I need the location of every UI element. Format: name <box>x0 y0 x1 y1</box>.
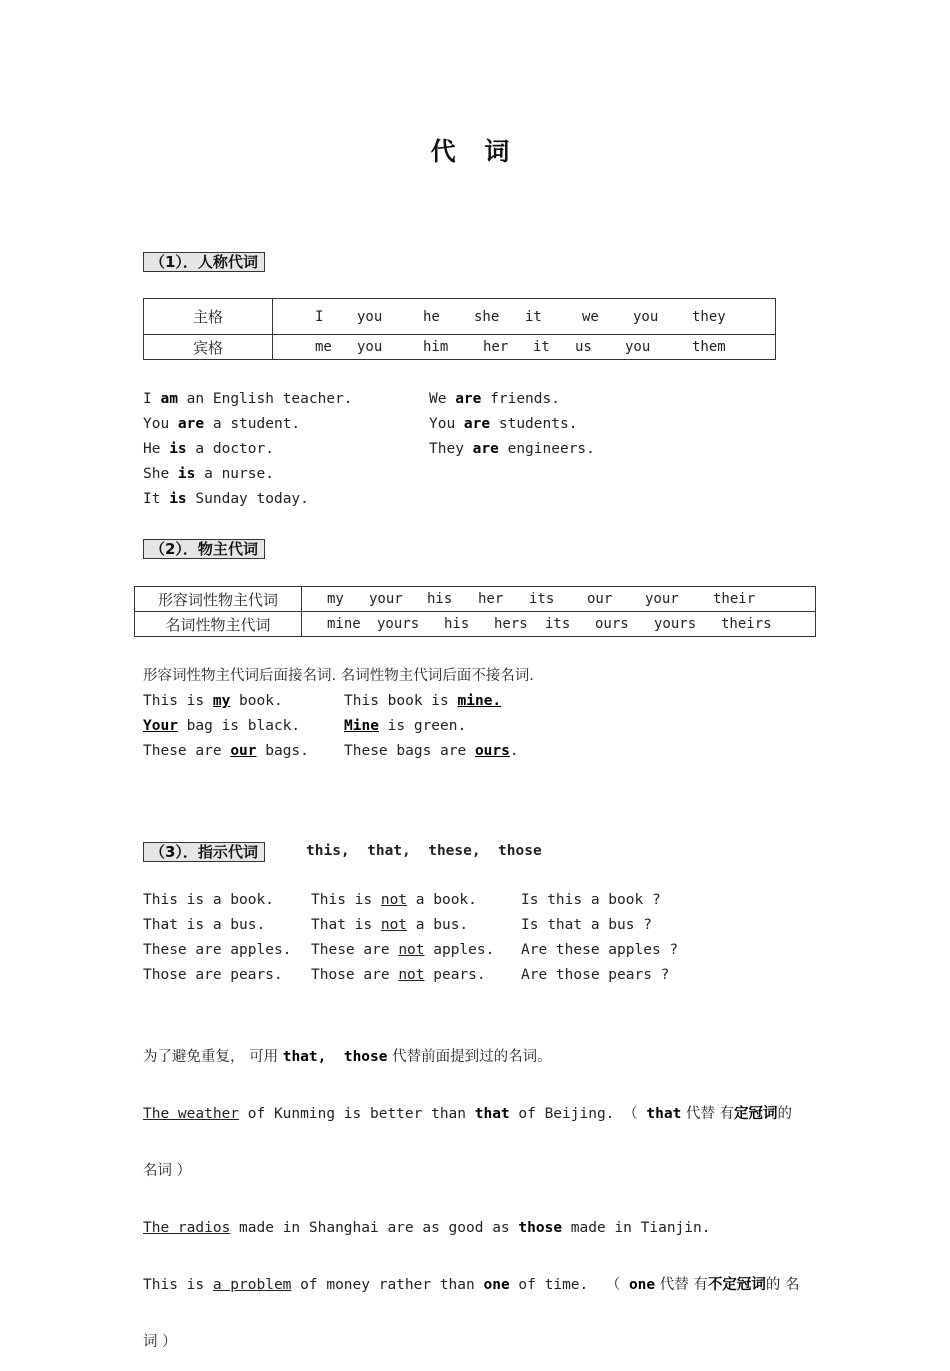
pronoun: he <box>423 308 440 325</box>
example-sentence: You are a student. <box>143 416 301 432</box>
example-sentence-continuation: 词 ） <box>143 1334 177 1350</box>
replacement-intro: 为了避免重复， 可用 that, those 代替前面提到过的名词。 <box>143 1049 552 1065</box>
example-sentence: Those are pears. <box>143 967 283 983</box>
example-sentence: Those are not pears. <box>311 967 486 983</box>
example-sentence: This is my book. <box>143 693 283 709</box>
pronoun: our <box>587 591 613 607</box>
pronoun: its <box>545 616 571 632</box>
example-sentence: These are not apples. <box>311 942 495 958</box>
example-sentence: This book is mine. <box>344 693 502 709</box>
demonstrative-negative <box>311 888 494 988</box>
table-row-label-object: 宾格 <box>144 335 273 360</box>
pronoun: you <box>625 339 651 355</box>
pronoun: you <box>357 308 383 325</box>
pronoun: yours <box>654 616 697 632</box>
possessive-note: 形容词性物主代词后面接名词. 名词性物主代词后面不接名词. <box>143 668 534 684</box>
example-sentence: I am an English teacher. <box>143 391 353 407</box>
personal-pronoun-table <box>143 298 776 360</box>
example-sentence: This is a book. <box>143 892 274 908</box>
pronoun: it <box>525 308 542 325</box>
pronoun: him <box>423 339 449 355</box>
pronoun: they <box>692 308 726 325</box>
example-sentence: That is a bus. <box>143 917 266 933</box>
example-sentence: These are our bags. <box>143 743 309 759</box>
example-sentence: These are apples. <box>143 942 292 958</box>
pronoun: you <box>357 339 383 355</box>
pronoun: its <box>529 591 555 607</box>
pronoun: theirs <box>721 616 772 632</box>
possessive-examples-adjectival <box>143 689 309 764</box>
section-heading-personal-pronouns: （1）．人称代词 <box>143 252 265 272</box>
example-sentence: Are these apples ? <box>521 942 679 958</box>
example-sentence: We are friends. <box>429 391 560 407</box>
pronoun: I <box>315 308 324 325</box>
examples-plural <box>429 387 595 462</box>
example-sentence: The weather of Kunming is better than that of Beijing. （ that 代替 有定冠词的 <box>143 1106 793 1122</box>
pronoun: you <box>633 308 659 325</box>
example-sentence: He is a doctor. <box>143 441 274 457</box>
pronoun: ours <box>595 616 629 632</box>
pronoun: my <box>327 591 344 607</box>
pronoun: your <box>645 591 679 607</box>
pronoun: it <box>533 339 550 355</box>
example-sentence: Your bag is black. <box>143 718 301 734</box>
demonstrative-question <box>521 888 678 988</box>
pronoun: me <box>315 339 332 355</box>
nominal-possessives-cell <box>302 612 816 637</box>
pronoun: your <box>369 591 403 607</box>
table-row-label-nominal: 名词性物主代词 <box>135 612 302 637</box>
pronoun: us <box>575 339 592 355</box>
example-sentence: It is Sunday today. <box>143 491 309 507</box>
example-sentence: Mine is green. <box>344 718 467 734</box>
pronoun: she <box>474 308 500 325</box>
example-sentence: The radios made in Shanghai are as good as those made in Tianjin. <box>143 1220 711 1236</box>
possessive-pronoun-table <box>134 586 816 637</box>
pronoun: we <box>582 308 599 325</box>
example-sentence: Are those pears ? <box>521 967 670 983</box>
example-sentence: You are students. <box>429 416 578 432</box>
pronoun: his <box>444 616 470 632</box>
page-title: 代 词 <box>430 137 520 166</box>
example-sentence: These bags are ours. <box>344 743 519 759</box>
pronoun: her <box>478 591 504 607</box>
pronoun: her <box>483 339 509 355</box>
section-heading-possessive-pronouns: （2）．物主代词 <box>143 539 265 559</box>
table-row-label-subject: 主格 <box>144 299 273 335</box>
pronoun: their <box>713 591 756 607</box>
example-sentence: Is this a book ? <box>521 892 661 908</box>
pronoun: yours <box>377 616 420 632</box>
example-sentence: This is a problem of money rather than one of time. （ one 代替 有不定冠词的 名 <box>143 1277 800 1293</box>
example-sentence: This is not a book. <box>311 892 477 908</box>
example-sentence-continuation: 名词 ） <box>143 1163 192 1179</box>
object-pronouns-cell <box>273 335 776 360</box>
subject-pronouns-cell <box>273 299 776 335</box>
table-row-label-adjectival: 形容词性物主代词 <box>135 587 302 612</box>
examples-singular <box>143 387 353 512</box>
example-sentence: She is a nurse. <box>143 466 274 482</box>
demonstrative-affirmative <box>143 888 291 988</box>
replacement-paragraph <box>143 1013 799 1371</box>
example-sentence: They are engineers. <box>429 441 595 457</box>
section-heading-demonstrative-pronouns: （3）．指示代词 <box>143 842 265 862</box>
example-sentence: That is not a bus. <box>311 917 469 933</box>
pronoun: his <box>427 591 453 607</box>
pronoun: them <box>692 339 726 355</box>
adjectival-possessives-cell <box>302 587 816 612</box>
example-sentence: Is that a bus ? <box>521 917 652 933</box>
demonstrative-words: this, that, these, those <box>306 843 542 859</box>
possessive-examples-nominal <box>344 689 519 764</box>
pronoun: hers <box>494 616 528 632</box>
pronoun: mine <box>327 616 361 632</box>
